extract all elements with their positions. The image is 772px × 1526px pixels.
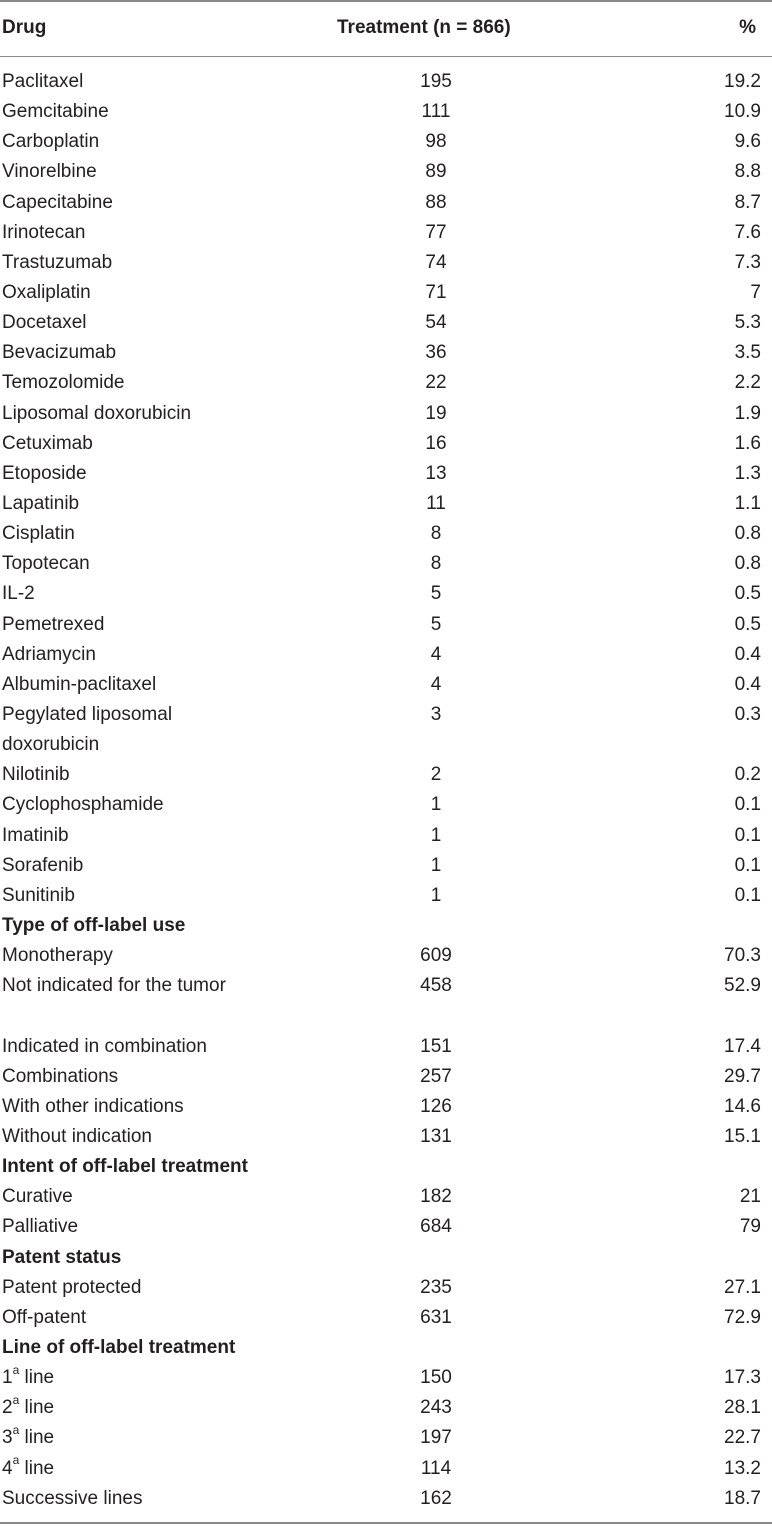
table-row bbox=[0, 1092, 772, 1122]
table-row bbox=[0, 1303, 772, 1333]
row-label: Successive lines bbox=[2, 1487, 143, 1509]
line-number: 4 bbox=[2, 1457, 13, 1479]
treatment-count: 5 bbox=[430, 613, 442, 635]
row-label: Etoposide bbox=[2, 462, 87, 484]
percent-value: 52.9 bbox=[724, 975, 761, 997]
table-row bbox=[0, 97, 772, 127]
section-heading bbox=[0, 911, 772, 941]
header-percent: % bbox=[739, 17, 756, 38]
table-row bbox=[0, 1393, 772, 1423]
row-label: IL-2 bbox=[2, 583, 35, 605]
table-row bbox=[0, 670, 772, 700]
table-row bbox=[0, 1122, 772, 1152]
row-label: Gemcitabine bbox=[2, 101, 109, 123]
table-row bbox=[0, 278, 772, 308]
table-row bbox=[0, 338, 772, 368]
section-label: Line of off-label treatment bbox=[2, 1336, 236, 1358]
treatment-count: 89 bbox=[425, 161, 447, 183]
table-row bbox=[0, 1454, 772, 1484]
ordinal-marker: a bbox=[12, 1392, 20, 1407]
treatment-count: 88 bbox=[425, 191, 447, 213]
percent-value: 0.8 bbox=[734, 553, 761, 575]
table-row bbox=[0, 1363, 772, 1393]
treatment-count: 131 bbox=[420, 1125, 452, 1147]
line-suffix: line bbox=[19, 1397, 55, 1419]
table-row bbox=[0, 157, 772, 187]
percent-value: 79 bbox=[739, 1216, 761, 1238]
row-label: Patent protected bbox=[2, 1276, 142, 1298]
row-label: Sorafenib bbox=[2, 854, 84, 876]
percent-value: 1.6 bbox=[734, 432, 761, 454]
row-label: Paclitaxel bbox=[2, 71, 84, 92]
ordinal-marker: a bbox=[12, 1362, 20, 1377]
percent-value: 0.4 bbox=[734, 643, 761, 665]
percent-value: 17.3 bbox=[724, 1367, 761, 1389]
treatment-count: 631 bbox=[420, 1306, 452, 1328]
table-row bbox=[0, 459, 772, 489]
treatment-count: 243 bbox=[420, 1397, 452, 1419]
percent-value: 1.9 bbox=[734, 402, 761, 424]
row-label: Pegylated liposomal doxorubicin bbox=[2, 703, 173, 756]
line-suffix: line bbox=[19, 1427, 55, 1449]
treatment-count: 458 bbox=[420, 975, 452, 997]
section-label: Intent of off-label treatment bbox=[2, 1156, 248, 1178]
percent-value: 2.2 bbox=[734, 372, 761, 394]
section-heading bbox=[0, 1152, 772, 1182]
treatment-count: 257 bbox=[420, 1065, 452, 1087]
treatment-count: 235 bbox=[420, 1276, 452, 1298]
table-body bbox=[0, 67, 772, 1514]
row-label: Temozolomide bbox=[2, 372, 125, 394]
percent-value: 9.6 bbox=[734, 131, 761, 153]
row-label: Sunitinib bbox=[2, 884, 75, 906]
row-label: Not indicated for the tumor bbox=[2, 975, 226, 997]
table-row bbox=[0, 368, 772, 398]
header-rule bbox=[0, 56, 772, 57]
section-heading bbox=[0, 1333, 772, 1363]
row-label: Docetaxel bbox=[2, 312, 87, 334]
percent-value: 19.2 bbox=[724, 71, 761, 92]
percent-value: 18.7 bbox=[724, 1487, 761, 1509]
line-number: 2 bbox=[2, 1397, 13, 1419]
percent-value: 28.1 bbox=[724, 1397, 761, 1419]
percent-value: 7.6 bbox=[734, 221, 761, 243]
percent-value: 3.5 bbox=[734, 342, 761, 364]
percent-value: 0.2 bbox=[734, 764, 761, 786]
table-row bbox=[0, 700, 772, 760]
row-label: Nilotinib bbox=[2, 764, 70, 786]
treatment-count: 74 bbox=[425, 251, 447, 273]
percent-value: 22.7 bbox=[724, 1427, 761, 1449]
row-label: With other indications bbox=[2, 1095, 184, 1117]
treatment-count: 126 bbox=[420, 1095, 452, 1117]
row-label: Cisplatin bbox=[2, 523, 75, 545]
percent-value: 0.4 bbox=[734, 673, 761, 695]
table-row bbox=[0, 127, 772, 157]
table-row bbox=[0, 640, 772, 670]
row-label: Oxaliplatin bbox=[2, 281, 91, 303]
table-row bbox=[0, 610, 772, 640]
row-label: Monotherapy bbox=[2, 945, 113, 967]
treatment-count: 3 bbox=[430, 703, 442, 725]
row-label: Imatinib bbox=[2, 824, 69, 846]
row-label: Albumin-paclitaxel bbox=[2, 673, 157, 695]
percent-value: 7 bbox=[750, 281, 761, 303]
treatment-count: 22 bbox=[425, 372, 447, 394]
percent-value: 13.2 bbox=[724, 1457, 761, 1479]
row-label: Off-patent bbox=[2, 1306, 87, 1328]
row-label: Indicated in combination bbox=[2, 1035, 207, 1057]
row-label: Palliative bbox=[2, 1216, 79, 1238]
section-heading bbox=[0, 1243, 772, 1273]
percent-value: 1.3 bbox=[734, 462, 761, 484]
percent-value: 10.9 bbox=[724, 101, 761, 123]
percent-value: 15.1 bbox=[724, 1125, 761, 1147]
treatment-count: 162 bbox=[420, 1487, 452, 1509]
row-label: Lapatinib bbox=[2, 492, 80, 514]
treatment-count: 16 bbox=[425, 432, 447, 454]
treatment-count: 151 bbox=[420, 1035, 452, 1057]
percent-value: 0.1 bbox=[734, 824, 761, 846]
bottom-rule bbox=[0, 1522, 772, 1524]
table-row bbox=[0, 971, 772, 1031]
table-row bbox=[0, 429, 772, 459]
treatment-count: 54 bbox=[425, 312, 447, 334]
percent-value: 7.3 bbox=[734, 251, 761, 273]
treatment-count: 13 bbox=[425, 462, 447, 484]
table-row bbox=[0, 188, 772, 218]
treatment-count: 11 bbox=[426, 492, 446, 514]
percent-value: 29.7 bbox=[724, 1065, 761, 1087]
treatment-count: 150 bbox=[420, 1367, 452, 1389]
percent-value: 27.1 bbox=[724, 1276, 761, 1298]
row-label: Liposomal doxorubicin bbox=[2, 402, 192, 424]
table-row bbox=[0, 1484, 772, 1514]
table-row bbox=[0, 489, 772, 519]
treatment-count: 684 bbox=[420, 1216, 452, 1238]
line-suffix: line bbox=[19, 1457, 55, 1479]
treatment-count: 8 bbox=[430, 523, 442, 545]
row-label: Pemetrexed bbox=[2, 613, 105, 635]
percent-value: 8.8 bbox=[734, 161, 761, 183]
table-row bbox=[0, 1062, 772, 1092]
table-row bbox=[0, 519, 772, 549]
table-row bbox=[0, 549, 772, 579]
treatment-count: 71 bbox=[425, 281, 447, 303]
row-label: Capecitabine bbox=[2, 191, 113, 213]
row-label: Cyclophosphamide bbox=[2, 794, 164, 816]
percent-value: 0.8 bbox=[734, 523, 761, 545]
table-row bbox=[0, 790, 772, 820]
table-row bbox=[0, 851, 772, 881]
percent-value: 0.1 bbox=[734, 884, 761, 906]
table-row bbox=[0, 760, 772, 790]
percent-value: 1.1 bbox=[734, 492, 761, 514]
row-label: Trastuzumab bbox=[2, 251, 113, 273]
percent-value: 14.6 bbox=[724, 1095, 761, 1117]
table-header bbox=[0, 0, 772, 56]
treatment-count: 19 bbox=[425, 402, 447, 424]
row-label: Vinorelbine bbox=[2, 161, 97, 183]
row-label: Without indication bbox=[2, 1125, 152, 1147]
row-label: Irinotecan bbox=[2, 221, 86, 243]
table-row bbox=[0, 881, 772, 911]
percent-value: 0.5 bbox=[734, 613, 761, 635]
row-label: Bevacizumab bbox=[2, 342, 117, 364]
treatment-count: 5 bbox=[430, 583, 442, 605]
treatment-count: 1 bbox=[430, 794, 442, 816]
row-label: Carboplatin bbox=[2, 131, 100, 153]
percent-value: 0.3 bbox=[734, 703, 761, 725]
percent-value: 0.1 bbox=[734, 854, 761, 876]
treatment-count: 77 bbox=[425, 221, 447, 243]
percent-value: 70.3 bbox=[724, 945, 761, 967]
table-row bbox=[0, 218, 772, 248]
ordinal-marker: a bbox=[12, 1453, 20, 1468]
table-row bbox=[0, 67, 772, 97]
row-label: Cetuximab bbox=[2, 432, 93, 454]
header-treatment: Treatment (n = 866) bbox=[337, 17, 511, 38]
percent-value: 8.7 bbox=[734, 191, 761, 213]
treatment-count: 2 bbox=[430, 764, 442, 786]
section-label: Type of off-label use bbox=[2, 914, 186, 936]
treatment-count: 1 bbox=[430, 854, 442, 876]
table-row bbox=[0, 941, 772, 971]
row-label: Combinations bbox=[2, 1065, 119, 1087]
table-row bbox=[0, 248, 772, 278]
table-row bbox=[0, 1212, 772, 1242]
row-label: Topotecan bbox=[2, 553, 90, 575]
percent-value: 0.5 bbox=[734, 583, 761, 605]
treatment-count: 1 bbox=[430, 884, 442, 906]
table-row bbox=[0, 1273, 772, 1303]
treatment-count: 182 bbox=[420, 1186, 452, 1208]
percent-value: 17.4 bbox=[724, 1035, 761, 1057]
percent-value: 0.1 bbox=[734, 794, 761, 816]
treatment-count: 1 bbox=[430, 824, 442, 846]
treatment-count: 195 bbox=[420, 71, 452, 92]
percent-value: 21 bbox=[739, 1186, 761, 1208]
table-row bbox=[0, 579, 772, 609]
section-label: Patent status bbox=[2, 1246, 122, 1268]
table-row bbox=[0, 821, 772, 851]
treatment-count: 609 bbox=[420, 945, 452, 967]
treatment-count: 4 bbox=[430, 643, 442, 665]
table-row bbox=[0, 308, 772, 338]
treatment-count: 4 bbox=[430, 673, 442, 695]
percent-value: 72.9 bbox=[724, 1306, 761, 1328]
row-label: Adriamycin bbox=[2, 643, 96, 665]
row-label: Curative bbox=[2, 1186, 73, 1208]
line-number: 3 bbox=[2, 1427, 13, 1449]
treatment-count: 114 bbox=[420, 1457, 452, 1479]
ordinal-marker: a bbox=[12, 1423, 20, 1438]
table-row bbox=[0, 399, 772, 429]
treatment-count: 98 bbox=[425, 131, 447, 153]
header-drug: Drug bbox=[2, 17, 47, 38]
table-row bbox=[0, 1423, 772, 1453]
line-number: 1 bbox=[2, 1367, 13, 1389]
treatment-count: 8 bbox=[430, 553, 442, 575]
table-row bbox=[0, 1032, 772, 1062]
treatment-count: 197 bbox=[420, 1427, 452, 1449]
treatment-count: 111 bbox=[421, 101, 451, 123]
treatment-count: 36 bbox=[425, 342, 447, 364]
percent-value: 5.3 bbox=[734, 312, 761, 334]
line-suffix: line bbox=[19, 1367, 55, 1389]
table-row bbox=[0, 1182, 772, 1212]
